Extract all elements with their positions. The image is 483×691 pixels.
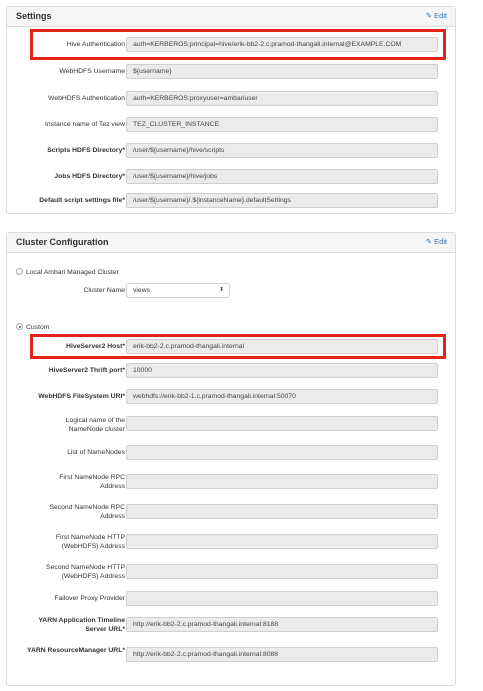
input-jobs-dir[interactable]: /user/${username}/hive/jobs: [126, 169, 438, 184]
settings-header: [7, 7, 455, 27]
select-cluster-name[interactable]: [126, 283, 230, 298]
radio-custom[interactable]: [16, 323, 49, 331]
input-first-rpc[interactable]: [126, 474, 438, 489]
input-yarn-rm[interactable]: http://erik-bb2-2.c.pramod-thangali.internal:8088: [126, 647, 438, 662]
input-default-settings[interactable]: /user/${username}/.${instanceName}.defaultSettings: [126, 193, 438, 208]
radio-icon: [16, 268, 23, 275]
input-hs2-port[interactable]: 10000: [126, 363, 438, 378]
input-hive-authentication[interactable]: auth=KERBEROS;principal=hive/erik-bb2-2.c.pramod-thangali.internal@EXAMPLE.COM: [126, 37, 438, 52]
input-failover-proxy[interactable]: [126, 591, 438, 606]
pencil-icon: ✎: [425, 11, 433, 20]
updown-caret-icon: ⬍: [218, 287, 224, 293]
input-hs2-host[interactable]: erik-bb2-2.c.pramod-thangali.internal: [126, 339, 438, 354]
cluster-panel: [6, 232, 456, 686]
cluster-edit-link[interactable]: [426, 237, 447, 246]
label-logical-name: Logical name of the NameNode cluster: [65, 417, 125, 433]
label-scripts-dir: Scripts HDFS Directory*: [47, 147, 125, 154]
label-hs2-host: HiveServer2 Host*: [66, 343, 125, 350]
label-first-http: First NameNode HTTP (WebHDFS) Address: [55, 534, 125, 550]
label-webhdfs-uri: WebHDFS FileSystem URI*: [38, 393, 125, 400]
input-webhdfs-authentication[interactable]: auth=KERBEROS;proxyuser=ambariuser: [126, 91, 438, 106]
highlight-hs2-host: [30, 334, 446, 359]
settings-title: Settings: [16, 11, 52, 21]
input-first-http[interactable]: [126, 534, 438, 549]
label-default-settings: Default script settings file*: [39, 197, 125, 204]
input-namenodes[interactable]: [126, 445, 438, 460]
label-cluster-name: Cluster Name: [83, 287, 125, 294]
input-webhdfs-username[interactable]: ${username}: [126, 64, 438, 79]
label-webhdfs-authentication: WebHDFS Authentication: [48, 95, 125, 102]
label-failover-proxy: Failover Proxy Provider: [54, 595, 125, 602]
select-cluster-name-value: views: [133, 287, 150, 294]
radio-custom-label: Custom: [26, 324, 50, 331]
label-namenodes: List of NameNodes: [67, 449, 125, 456]
input-second-http[interactable]: [126, 564, 438, 579]
radio-local-label: Local Ambari Managed Cluster: [26, 269, 119, 276]
cluster-edit-label: Edit: [434, 237, 447, 246]
label-second-rpc: Second NameNode RPC Address: [49, 504, 125, 520]
cluster-header: [7, 233, 455, 253]
input-webhdfs-uri[interactable]: webhdfs://erik-bb2-1.c.pramod-thangali.internal:50070: [126, 389, 438, 404]
input-scripts-dir[interactable]: /user/${username}/hive/scripts: [126, 143, 438, 158]
input-second-rpc[interactable]: [126, 504, 438, 519]
radio-local-cluster[interactable]: [16, 268, 119, 276]
label-tez-instance: Instance name of Tez view: [45, 121, 125, 128]
label-second-http: Second NameNode HTTP (WebHDFS) Address: [46, 564, 125, 580]
label-hs2-port: HiveServer2 Thrift port*: [48, 367, 125, 374]
label-webhdfs-username: WebHDFS Username: [59, 68, 125, 75]
highlight-hive-authentication: [30, 29, 446, 60]
input-logical-name[interactable]: [126, 416, 438, 431]
label-jobs-dir: Jobs HDFS Directory*: [54, 173, 125, 180]
label-yarn-rm: YARN ResourceManager URL*: [27, 647, 125, 654]
input-yarn-timeline[interactable]: http://erik-bb2-2.c.pramod-thangali.internal:8188: [126, 617, 438, 632]
input-tez-instance[interactable]: TEZ_CLUSTER_INSTANCE: [126, 117, 438, 132]
cluster-title: Cluster Configuration: [16, 237, 109, 247]
label-first-rpc: First NameNode RPC Address: [59, 474, 125, 490]
label-yarn-timeline: YARN Application Timeline Server URL*: [38, 617, 125, 633]
label-hive-authentication: Hive Authentication: [66, 41, 125, 48]
radio-selected-icon: [16, 323, 23, 330]
settings-edit-link[interactable]: [426, 11, 447, 20]
pencil-icon: ✎: [425, 237, 433, 246]
settings-edit-label: Edit: [434, 11, 447, 20]
